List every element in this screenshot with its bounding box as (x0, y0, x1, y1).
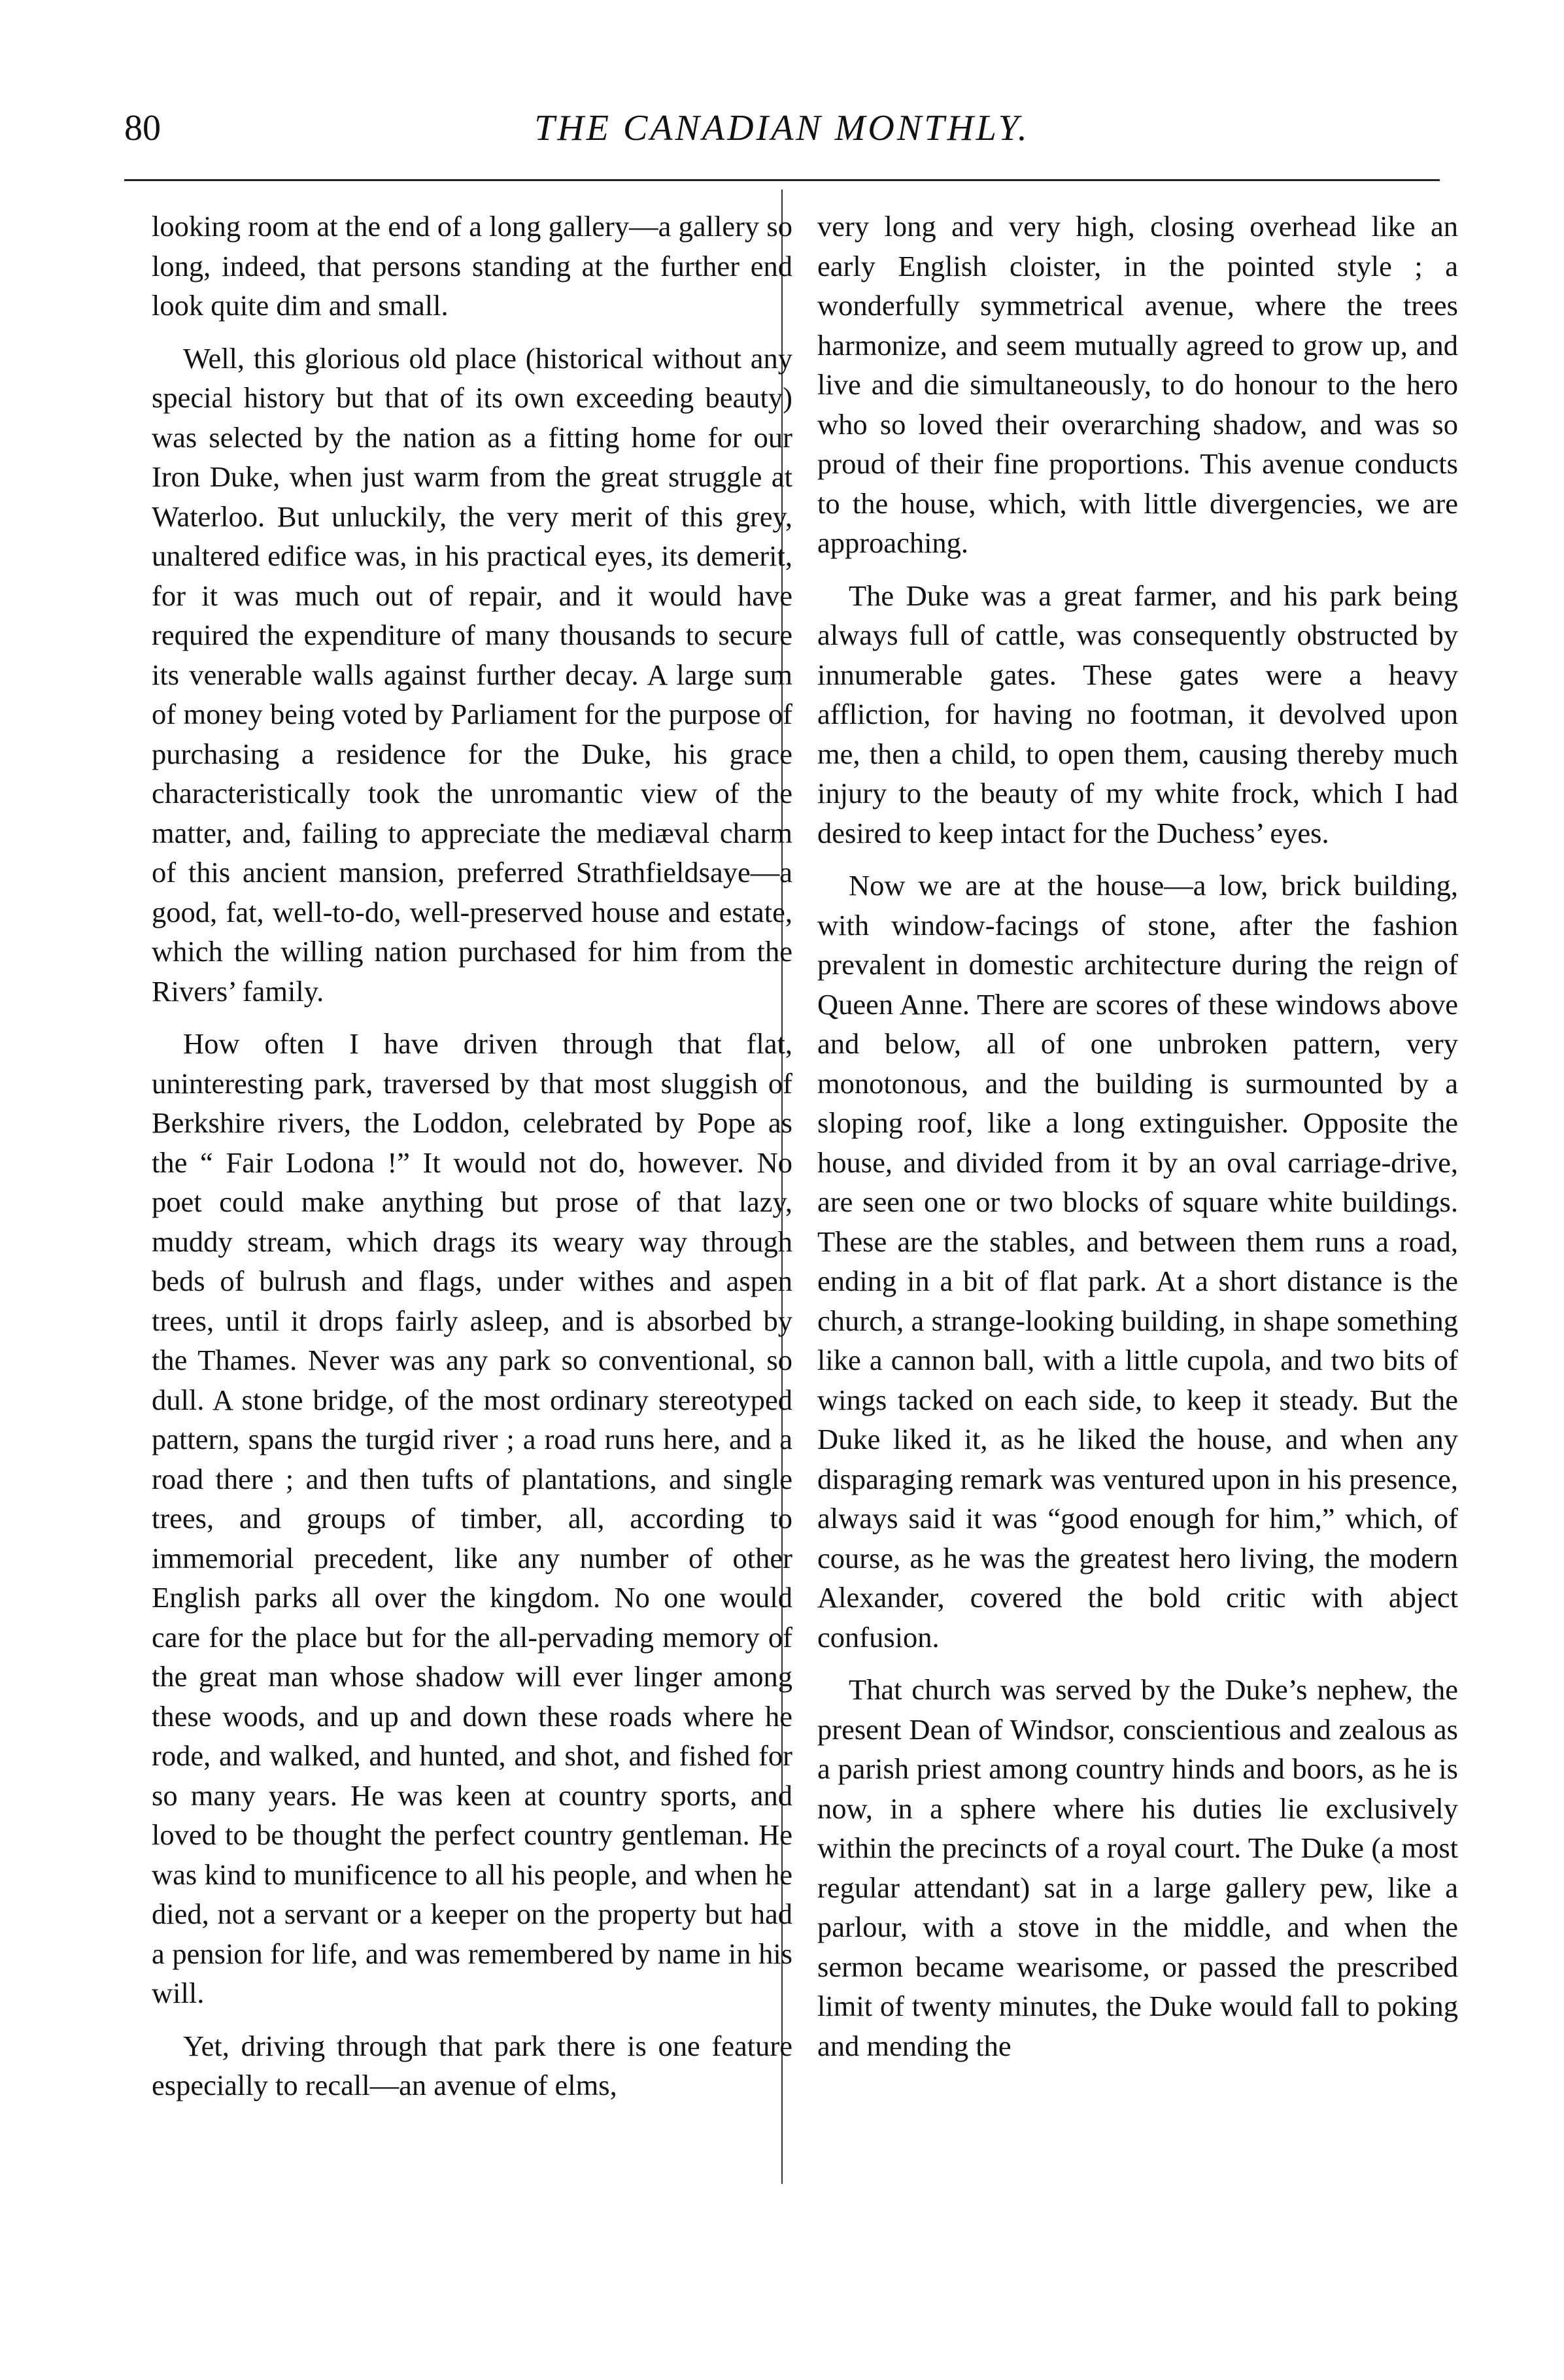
paragraph: looking room at the end of a long gallery—a gallery so long, indeed, that persons standing at the further end look quite dim and small. (152, 210, 792, 322)
running-head: THE CANADIAN MONTHLY. (534, 108, 1030, 148)
paragraph: The Duke was a great farmer, and his park being always full of cattle, was consequently obstructed by innumerable gates. These gates were a heavy affliction, for having no footman, it devolved upon me, then a child, to open them, causing thereby much injury to the beauty of my white frock, which I had desired to keep intact for the Duchess’ eyes. (817, 579, 1458, 849)
paragraph: Now we are at the house—a low, brick building, with window-facings of stone, after the fashion prevalent in domestic architecture during the reign of Queen Anne. There are scores of these windows above and below, all of one unbroken pattern, very monotonous, and the building is surmounted by a sloping roof, like a long extinguisher. Opposite the house, and divided from it by an oval carriage-drive, are seen one or two blocks of square white buildings. These are the stables, and between them runs a road, ending in a bit of flat park. At a short distance is the church, a strange-looking building, in shape something like a cannon ball, with a little cupola, and two bits of wings tacked on each side, to keep it steady. But the Duke liked it, as he liked the house, and when any disparaging remark was ventured upon in his presence, always said it was “good enough for him,” which, of course, as he was the greatest hero living, the modern Alexander, covered the bold critic with abject confusion. (817, 869, 1458, 1654)
left-column (152, 207, 792, 2118)
paragraph: Yet, driving through that park there is one feature especially to recall—an avenue of elms, (152, 2029, 792, 2101)
paragraph: very long and very high, closing overhead like an early English cloister, in the pointed style ; a wonderfully symmetrical avenue, where the trees harmonize, and seem mutually agreed to grow up, and live and die simultaneously, to do honour to the hero who so loved their overarching shadow, and was so proud of their fine proportions. This avenue conducts to the house, which, with little divergencies, we are approaching. (817, 210, 1458, 559)
paragraph: How often I have driven through that flat, uninteresting park, traversed by that most sluggish of Berkshire rivers, the Loddon, celebrated by Pope as the “ Fair Lodona !” It would not do, however. No poet could make anything but prose of that lazy, muddy stream, which drags its weary way through beds of bulrush and flags, under withes and aspen trees, until it drops fairly asleep, and is absorbed by the Thames. Never was any park so conventional, so dull. A stone bridge, of the most ordinary stereotyped pattern, spans the turgid river ; a road runs here, and a road there ; and then tufts of plantations, and single trees, and groups of timber, all, according to immemorial precedent, like any number of other English parks all over the kingdom. No one would care for the place but for the all-pervading memory of the great man whose shadow will ever linger among these woods, and up and down these roads where he rode, and walked, and hunted, and shot, and fished for so many years. He was keen at country sports, and loved to be thought the perfect country gentleman. He was kind to munificence to all his people, and when he died, not a servant or a keeper on the property but had a pension for life, and was remembered by name in his will. (152, 1027, 792, 2009)
paragraph: Well, this glorious old place (historical without any special history but that of its own exceeding beauty) was selected by the nation as a fitting home for our Iron Duke, when just warm from the great struggle at Waterloo. But unluckily, the very merit of this grey, unaltered edifice was, in his practical eyes, its demerit, for it was much out of repair, and it would have required the expenditure of many thousands to secure its venerable walls against further decay. A large sum of money being voted by Parliament for the purpose of purchasing a residence for the Duke, his grace characteristically took the unromantic view of the matter, and, failing to appreciate the mediæval charm of this ancient mansion, preferred Strathfieldsaye—a good, fat, well-to-do, well-preserved house and estate, which the willing nation purchased for him from the Rivers’ family. (152, 341, 792, 1008)
paragraph: That church was served by the Duke’s nephew, the present Dean of Windsor, conscientious and zealous as a parish priest among country hinds and boors, as he is now, in a sphere where his duties lie exclusively within the precincts of a royal court. The Duke (a most regular attendant) sat in a large gallery pew, like a parlour, with a stove in the middle, and when the sermon became wearisome, or passed the prescribed limit of twenty minutes, the Duke would fall to poking and mending the (817, 1673, 1458, 2062)
header-rule (124, 179, 1440, 181)
right-column (817, 207, 1458, 2079)
page-number: 80 (124, 108, 161, 148)
